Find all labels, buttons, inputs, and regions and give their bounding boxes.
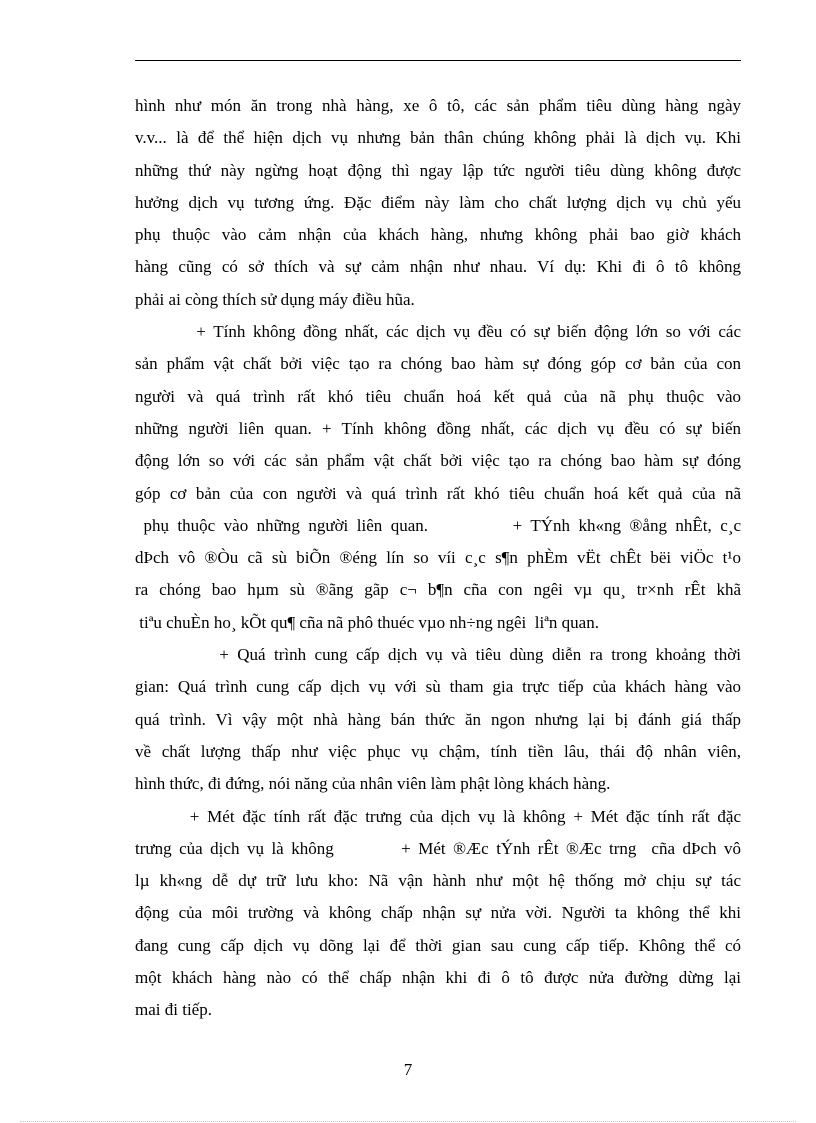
text-line: về chất lượng thấp như việc phục vụ chậm, tính tiền lâu, thái độ nhân viên, [135, 741, 741, 761]
text-line: mai đi tiếp. [135, 1000, 212, 1020]
text-line: một khách hàng nào có thể chấp nhận khi đi ô tô được nửa đường dừng lại [135, 968, 741, 988]
text-line: hàng cũng có sở thích và sự cảm nhận như nhau. Ví dụ: Khi đi ô tô không [135, 257, 741, 277]
text-line: hình như món ăn trong nhà hàng, xe ô tô, các sản phẩm tiêu dùng hàng ngày [135, 96, 741, 115]
text-line: tiªu chuÈn ho¸ kÕt qu¶ cña nã phô thuéc vµo nh÷ng ngêi liªn quan. [135, 612, 599, 632]
text-line: người và quá trình rất khó tiêu chuẩn hoá kết quả của nã phụ thuộc vào [135, 386, 741, 406]
text-line: động lớn so với các sản phẩm vật chất bởi việc tạo ra chóng bao hàm sự đóng [135, 451, 741, 471]
body-text [135, 90, 741, 1027]
text-line: + Tính không đồng nhất, các dịch vụ đều có sự biến động lớn so với các [135, 322, 741, 342]
text-line: trưng của dịch vụ là không + Mét ®Æc tÝnh rÊt ®Æc trng cña dÞch vô [135, 838, 741, 858]
text-line: gian: Quá trình cung cấp dịch vụ với sù tham gia trực tiếp của khách hàng vào [135, 677, 741, 697]
text-line: quá trình. Vì vậy một nhà hàng bán thức ăn ngon nhưng lại bị đánh giá thấp [135, 709, 741, 729]
text-line: ra chóng bao hµm sù ®ãng gãp c¬ b¶n cña con ngêi vµ qu¸ tr×nh rÊt khã [135, 580, 741, 600]
text-line: + Quá trình cung cấp dịch vụ và tiêu dùng diễn ra trong khoảng thời [135, 645, 741, 665]
text-line: dÞch vô ®Òu cã sù biÕn ®éng lín so víi c¸c s¶n phÈm vËt chÊt bëi viÖc t¹o [135, 548, 741, 568]
text-line: v.v... là để thể hiện dịch vụ nhưng bản thân chúng không phải là dịch vụ. Khi [135, 128, 741, 148]
text-line: phụ thuộc vào cảm nhận của khách hàng, nhưng không phải bao giờ khách [135, 225, 741, 245]
header-rule [135, 60, 741, 61]
text-line: + Mét đặc tính rất đặc trưng của dịch vụ là không + Mét đặc tính rất đặc [135, 806, 741, 826]
text-line: phải ai còng thích sử dụng máy điều hũa. [135, 289, 415, 309]
text-line: những thứ này ngừng hoạt động thì ngay lập tức người tiêu dùng không được [135, 160, 741, 180]
text-line: sản phẩm vật chất bởi việc tạo ra chóng bao hàm sự đóng góp cơ bản của con [135, 354, 741, 374]
text-line: động của môi trường và không chấp nhận sự nửa vời. Người ta không thể khi [135, 903, 741, 923]
text-line: hưởng dịch vụ tương ứng. Đặc điểm này làm cho chất lượng dịch vụ chủ yếu [135, 192, 741, 212]
page-number: 7 [403, 1060, 413, 1079]
footer-dotted-rule [20, 1121, 796, 1122]
text-line: đang cung cấp dịch vụ dõng lại để thời gian sau cung cấp tiếp. Không thể có [135, 935, 741, 955]
text-line: những người liên quan. + Tính không đồng nhất, các dịch vụ đều có sự biến [135, 418, 741, 438]
text-line: lµ kh«ng dễ dự trữ lưu kho: Nã vận hành như một hệ thống mở chịu sự tác [135, 871, 741, 891]
text-line: góp cơ bản của con người và quá trình rất khó tiêu chuẩn hoá kết quả của nã [135, 483, 741, 503]
text-line: phụ thuộc vào những người liên quan. + TÝnh kh«ng ®ång nhÊt, c¸c [135, 515, 741, 535]
text-line: hình thức, đi đứng, nói năng của nhân viên làm phật lòng khách hàng. [135, 774, 611, 794]
